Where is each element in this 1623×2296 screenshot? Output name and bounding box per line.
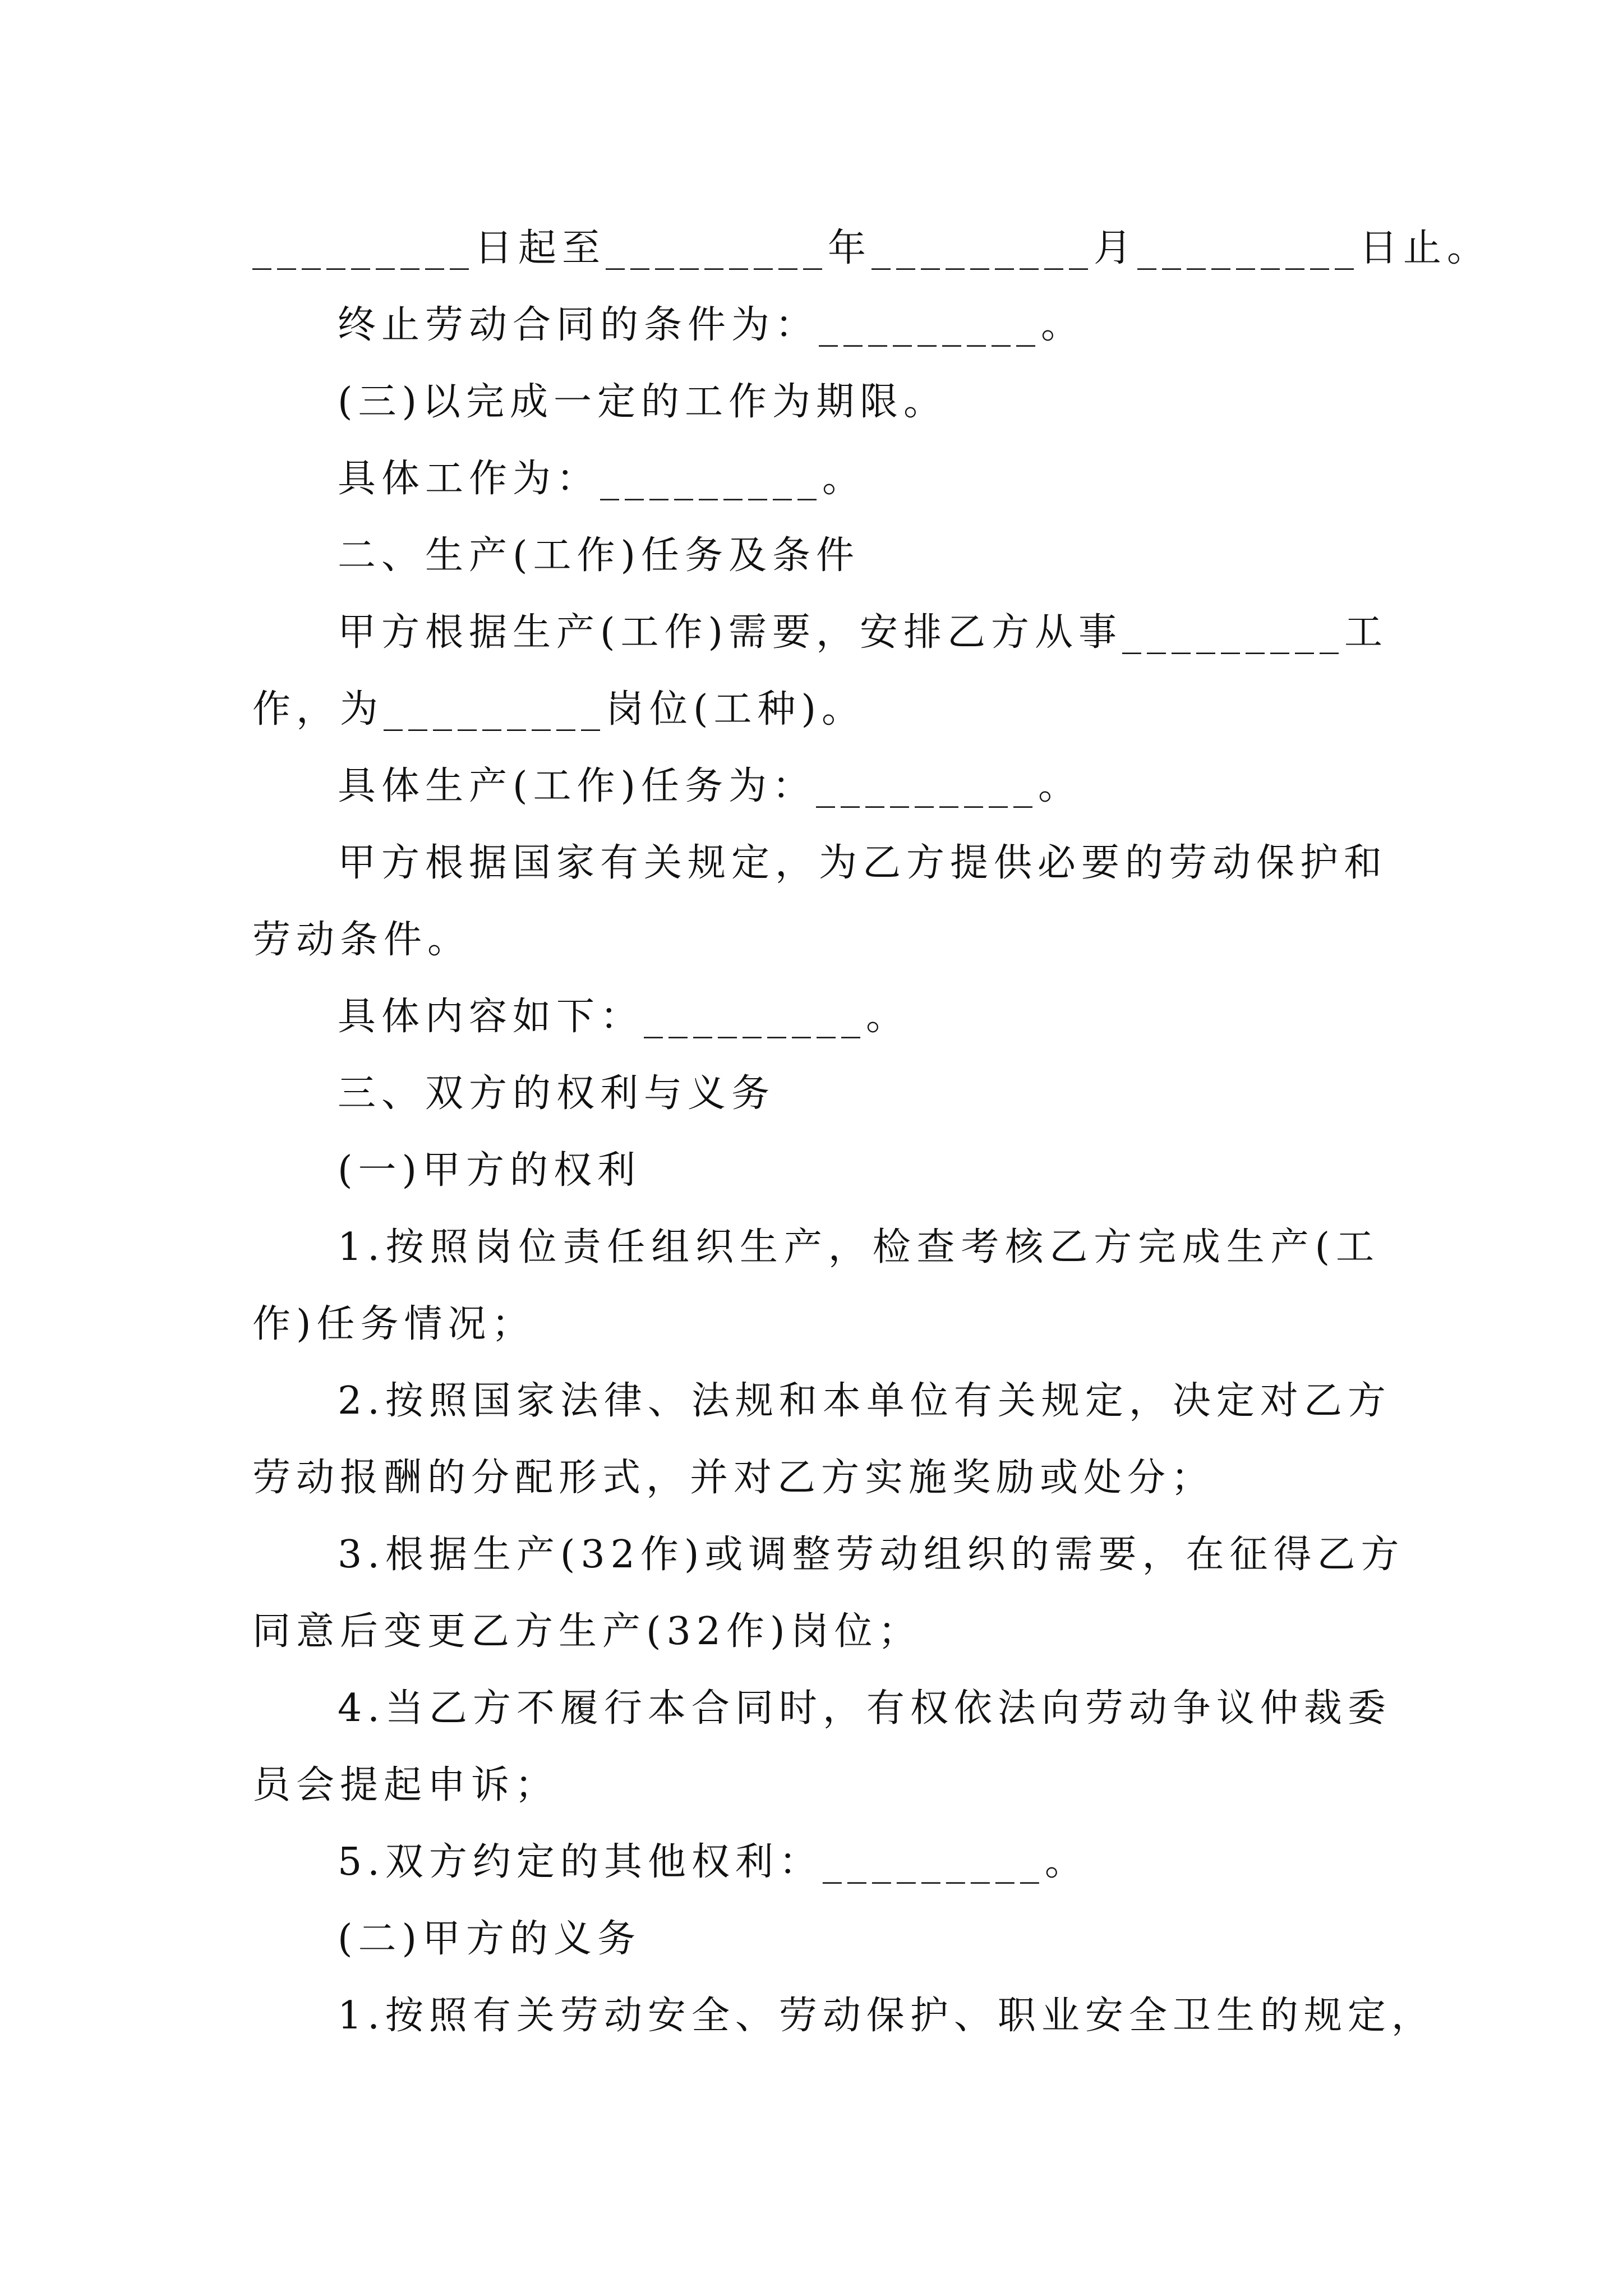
list-item: 4.当乙方不履行本合同时，有权依法向劳动争议仲裁委	[338, 1686, 1391, 1731]
text-line: 具体工作为：_________。	[338, 457, 866, 501]
list-item: 2.按照国家法律、法规和本单位有关规定，决定对乙方	[338, 1379, 1391, 1423]
text-line: 劳动报酬的分配形式，并对乙方实施奖励或处分；	[252, 1456, 1215, 1500]
text-line: 甲方根据生产(工作)需要，安排乙方从事_________工	[338, 610, 1389, 655]
text-line: 具体内容如下：_________。	[338, 995, 910, 1039]
section-heading: 三、双方的权利与义务	[338, 1071, 776, 1116]
text-line: 作)任务情况；	[252, 1302, 536, 1346]
list-item: 1.按照岗位责任组织生产，检查考核乙方完成生产(工	[338, 1225, 1380, 1269]
text-line: 作，为_________岗位(工种)。	[252, 687, 866, 731]
subsection-heading: (一)甲方的权利	[338, 1148, 642, 1193]
text-line: (三)以完成一定的工作为期限。	[338, 380, 948, 424]
text-line: 员会提起申诉；	[252, 1763, 559, 1807]
text-line: 具体生产(工作)任务为：_________。	[338, 764, 1082, 808]
list-item: 5.双方约定的其他权利：_________。	[338, 1840, 1089, 1884]
text-line: 同意后变更乙方生产(32作)岗位；	[252, 1609, 922, 1654]
text-line: 甲方根据国家有关规定，为乙方提供必要的劳动保护和	[338, 841, 1388, 885]
list-item: 3.根据生产(32作)或调整劳动组织的需要，在征得乙方	[338, 1533, 1405, 1577]
text-line: _________日起至_________年_________月_________日止。	[252, 226, 1491, 270]
list-item: 1.按照有关劳动安全、劳动保护、职业安全卫生的规定，	[338, 1994, 1435, 2038]
text-line: 劳动条件。	[252, 918, 472, 962]
section-heading: 二、生产(工作)任务及条件	[338, 533, 860, 578]
text-line: 终止劳动合同的条件为：_________。	[338, 303, 1085, 347]
subsection-heading: (二)甲方的义务	[338, 1917, 642, 1961]
